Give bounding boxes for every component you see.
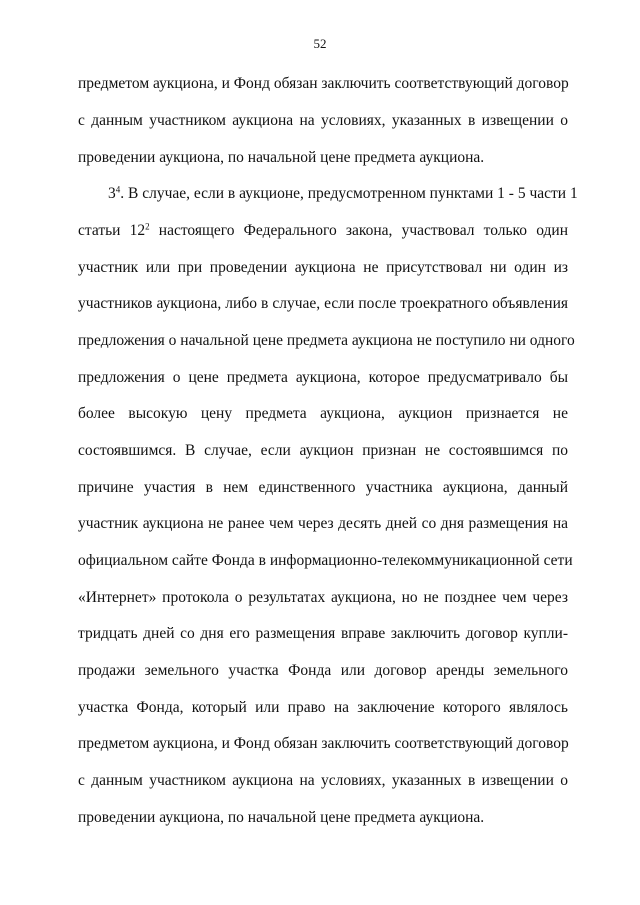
- text-fragment: настоящего Федерального закона, участвовал только один: [149, 222, 568, 239]
- page-number: 52: [313, 36, 327, 51]
- text-line: тридцать дней со дня его размещения вправе заключить договор купли-: [78, 625, 568, 642]
- text-line: участник аукциона не ранее чем через десять дней со дня размещения на: [78, 515, 568, 532]
- paragraph-start-line: [108, 184, 578, 204]
- text-line: предметом аукциона, и Фонд обязан заключить соответствующий договор: [78, 75, 569, 92]
- text-fragment: . В случае, если в аукционе, предусмотренном пунктами 1 - 5 части 1: [120, 185, 578, 202]
- text-line: с данным участником аукциона на условиях, указанных в извещении о: [78, 112, 568, 129]
- text-line: официальном сайте Фонда в информационно-телекоммуникационной сети: [78, 552, 573, 569]
- text-fragment: статьи 12: [78, 222, 146, 239]
- text-line: предложения о начальной цене предмета аукциона не поступило ни одного: [78, 332, 575, 349]
- text-line: с данным участником аукциона на условиях, указанных в извещении о: [78, 772, 568, 789]
- text-line: причине участия в нем единственного участника аукциона, данный: [78, 479, 568, 496]
- paragraph-number: 3: [108, 185, 116, 202]
- paragraph-number-superscript: 4: [115, 184, 121, 195]
- text-line: участка Фонда, который или право на заключение которого являлось: [78, 699, 568, 716]
- text-line: [78, 221, 568, 241]
- text-line: предметом аукциона, и Фонд обязан заключить соответствующий договор: [78, 735, 569, 752]
- article-superscript: 2: [145, 221, 150, 232]
- text-line: продажи земельного участка Фонда или договор аренды земельного: [78, 662, 568, 679]
- text-line: предложения о цене предмета аукциона, которое предусматривало бы: [78, 369, 568, 386]
- text-line: состоявшимся. В случае, если аукцион признан не состоявшимся по: [78, 442, 568, 459]
- text-line: участник или при проведении аукциона не присутствовал ни один из: [78, 259, 568, 276]
- text-line: более высокую цену предмета аукциона, аукцион признается не: [78, 405, 568, 422]
- text-line: «Интернет» протокола о результатах аукциона, но не позднее чем через: [78, 589, 568, 606]
- text-line: участников аукциона, либо в случае, если после троекратного объявления: [78, 295, 568, 312]
- text-line: проведении аукциона, по начальной цене предмета аукциона.: [78, 149, 485, 166]
- text-line: проведении аукциона, по начальной цене предмета аукциона.: [78, 809, 485, 826]
